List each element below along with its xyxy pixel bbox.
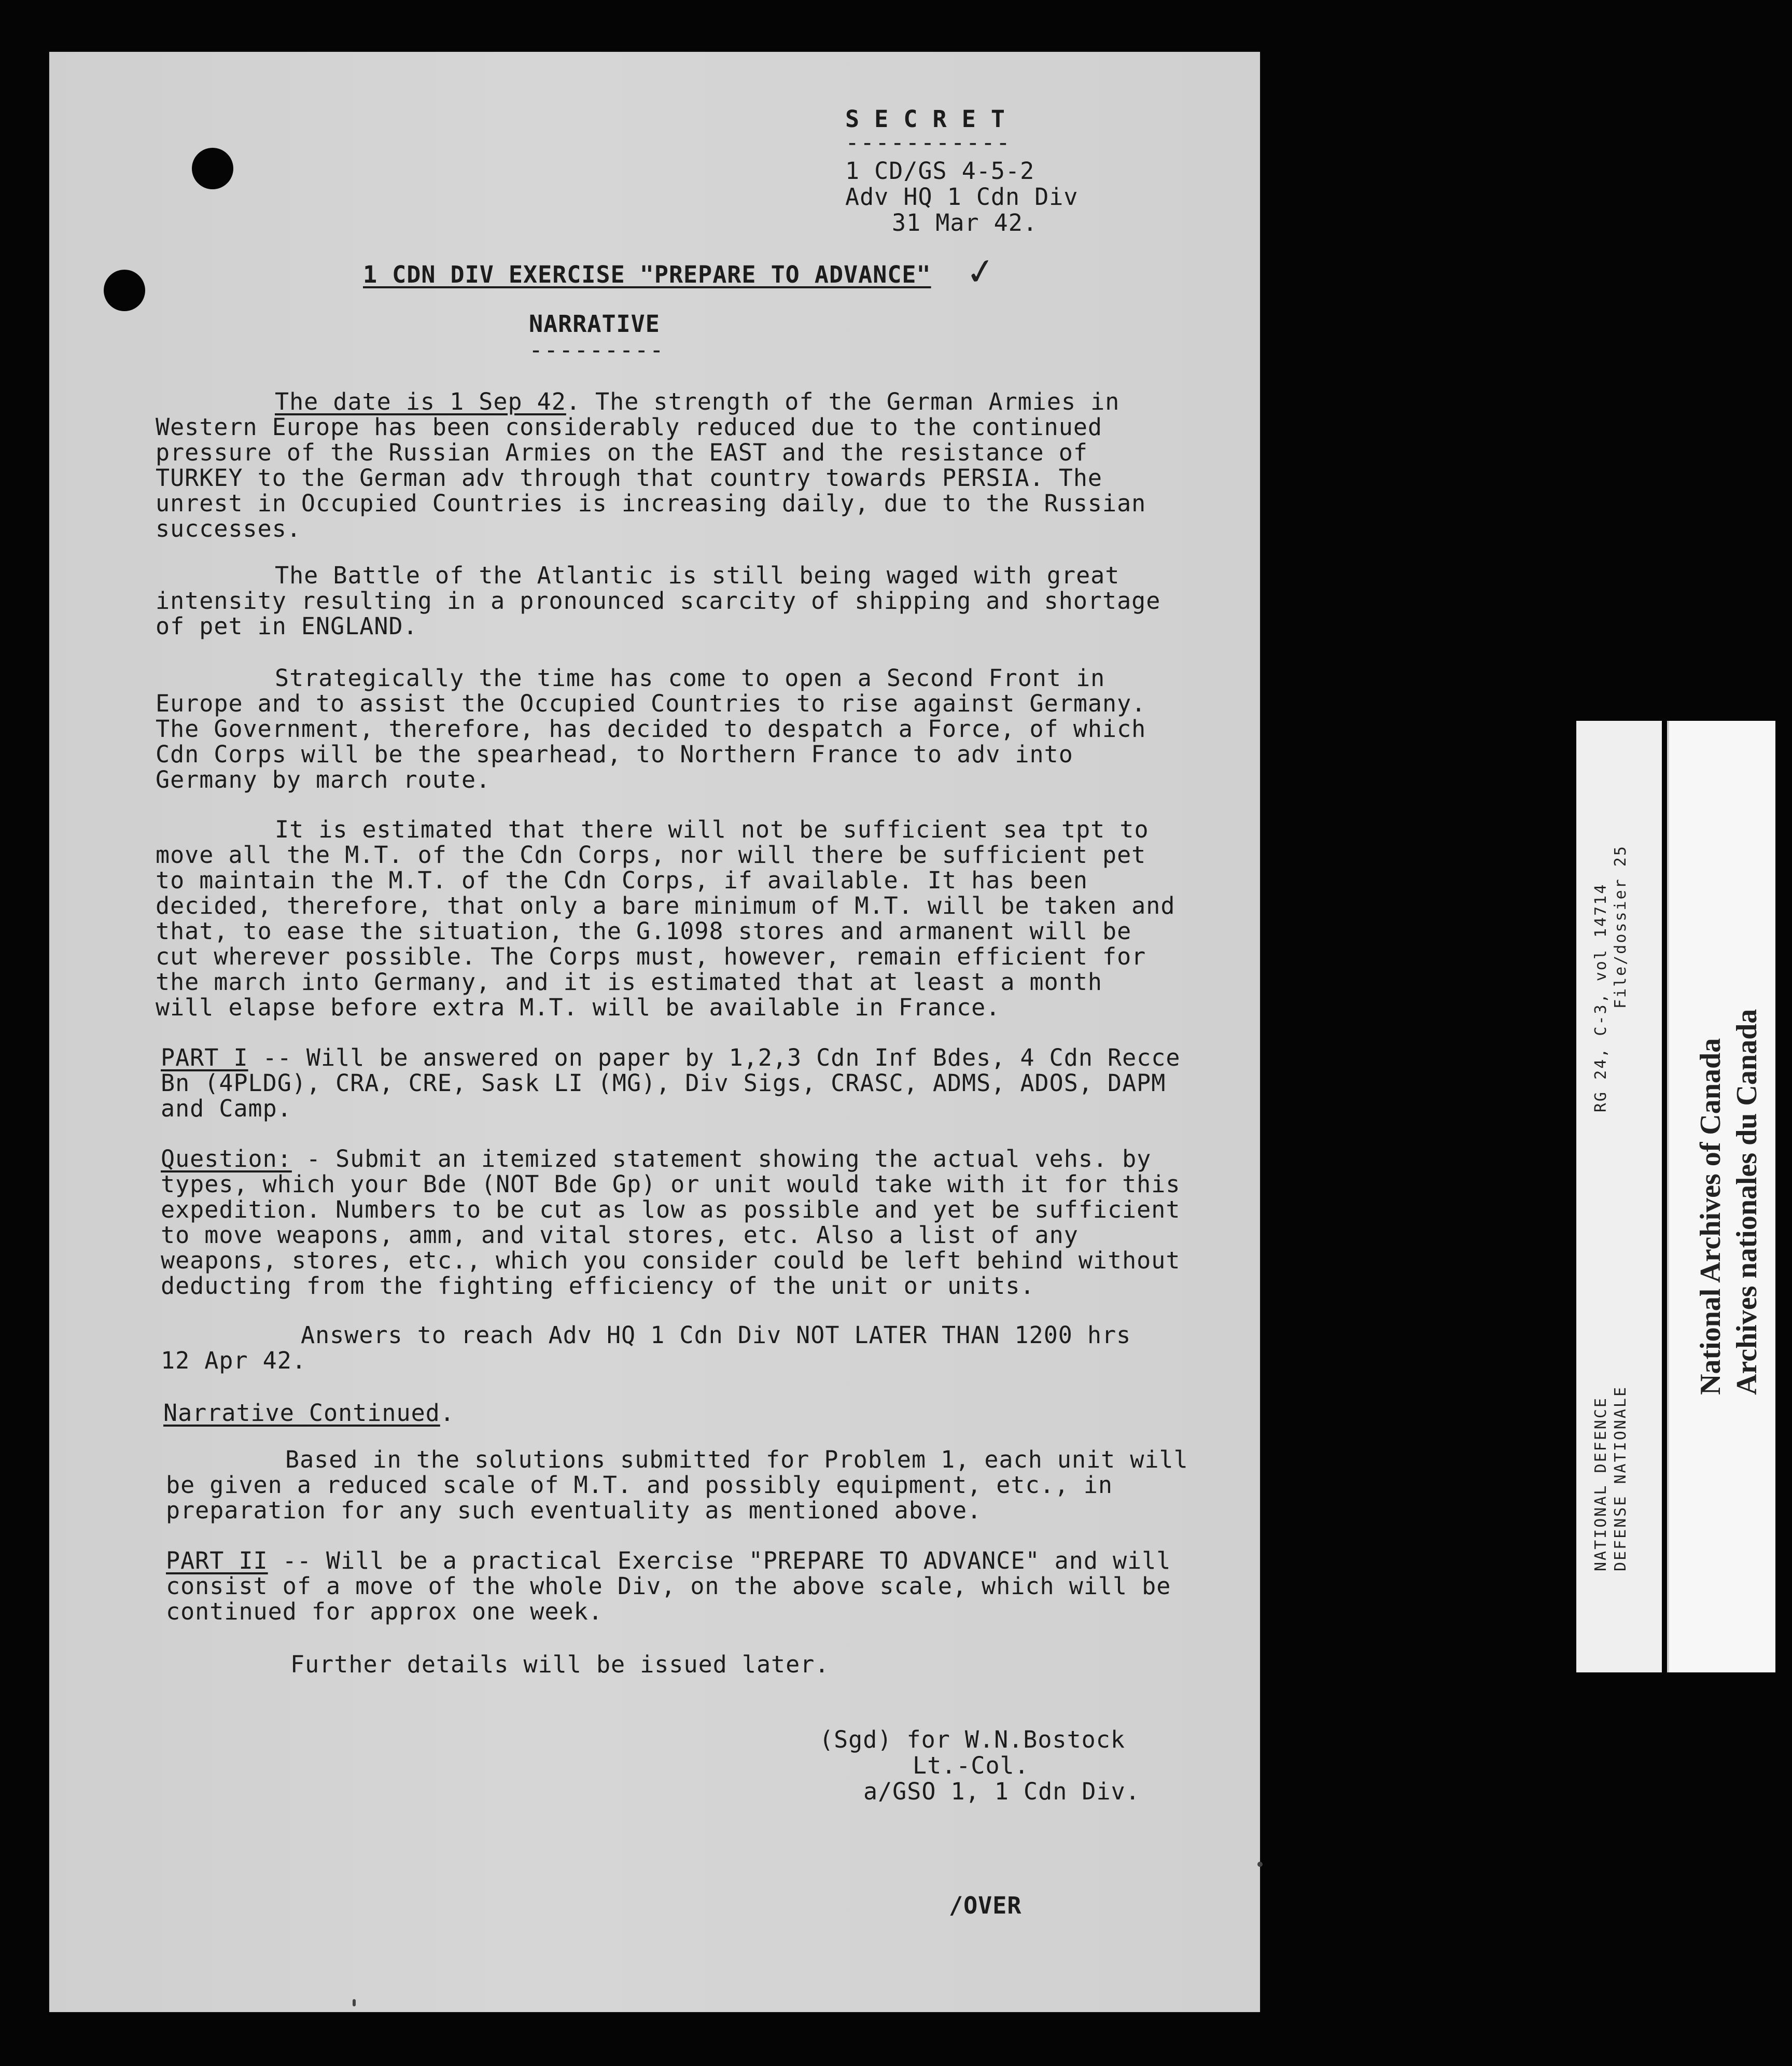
archive-department-fr: DEFENSE NATIONALE: [1612, 1385, 1630, 1571]
part-one-label: PART I: [161, 1044, 248, 1071]
origin-line: Adv HQ 1 Cdn Div: [845, 183, 1079, 211]
classification-marking: S E C R E T: [845, 105, 1006, 133]
question-section: [161, 1146, 1353, 1299]
further-details: Further details will be issued later.: [290, 1651, 830, 1678]
question-label: Question:: [161, 1145, 292, 1172]
paragraph-transport: It is estimated that there will not be sufficient sea tpt to move all the M.T. of the Cdn Corps, nor will there be sufficient pet to maintain the M.T. of the Cdn Corps, if available. It has been decided, therefore, that only a bare minimum of M.T. will be taken and that, to ease the situation, the G.1098 stores and armanent will be cut wherever possible. The Corps must, however, remain efficient for the march into Germany, and it is estimated that at least a month will elapse before extra M.T. will be available in France.: [156, 816, 1175, 1021]
paragraph-date-situation: [156, 389, 1348, 541]
punch-hole-top: [192, 148, 233, 189]
date-lead: The date is 1 Sep 42: [275, 388, 566, 415]
answers-deadline: Answers to reach Adv HQ 1 Cdn Div NOT LATER THAN 1200 hrs 12 Apr 42.: [161, 1321, 1131, 1374]
archive-department-en: NATIONAL DEFENCE: [1592, 1397, 1610, 1571]
archives-name-en: National Archives of Canada: [1695, 1038, 1727, 1395]
over-marker: /OVER: [949, 1892, 1022, 1919]
archive-file-label: [1576, 721, 1662, 1672]
part-two: [166, 1548, 1359, 1624]
question-text: - Submit an itemized statement showing the actual vehs. by types, which your Bde (NOT Bde Gp) or unit would take with it for this expedition. Numbers to be cut as low as possible and yet be sufficient to move weapons, amm, and vital stores, etc. Also a list of any weapons, stores, etc., which you consider could be left behind without deducting from the fighting efficiency of the unit or units.: [161, 1145, 1181, 1300]
signature-appointment: a/GSO 1, 1 Cdn Div.: [863, 1778, 1140, 1805]
paper-speck: [353, 1999, 356, 2006]
part-two-label: PART II: [166, 1547, 268, 1574]
checkmark-icon: ✓: [962, 248, 999, 295]
archives-canada-label: [1667, 721, 1775, 1672]
paragraph-second-front: Strategically the time has come to open a Second Front in Europe and to assist the Occupied Countries to rise against Germany. The Government, therefore, has decided to despatch a Force, of which Cdn Corps will be the spearhead, to Northern France to adv into Germany by march route.: [156, 664, 1146, 793]
part-one-text: -- Will be answered on paper by 1,2,3 Cdn Inf Bdes, 4 Cdn Recce Bn (4PLDG), CRA, CRE, Sask LI (MG), Div Sigs, CRASC, ADMS, ADOS, DAPM and Camp.: [161, 1044, 1181, 1122]
part-one: [161, 1045, 1353, 1121]
archive-file-dossier: File/dossier 25: [1612, 845, 1630, 1009]
archive-record-group: RG 24, C-3, vol 14714: [1592, 883, 1610, 1112]
narrative-continued-label: Narrative Continued: [163, 1399, 440, 1427]
document-date: 31 Mar 42.: [892, 209, 1038, 236]
narrative-continued-suffix: .: [440, 1399, 455, 1427]
signature-line: (Sgd) for W.N.Bostock: [819, 1726, 1125, 1753]
signature-rank: Lt.-Col.: [913, 1752, 1029, 1779]
narrative-heading: NARRATIVE: [529, 310, 660, 338]
narrative-continued-heading: [163, 1400, 1356, 1426]
part-two-text: -- Will be a practical Exercise "PREPARE TO ADVANCE" and will consist of a move of the whole Div, on the above scale, which will be continued for approx one week.: [166, 1547, 1171, 1625]
classification-rule: -----------: [845, 129, 1012, 156]
file-reference: 1 CD/GS 4-5-2: [845, 157, 1035, 185]
paragraph-atlantic: The Battle of the Atlantic is still being waged with great intensity resulting in a pronounced scarcity of shipping and shortage of pet in ENGLAND.: [156, 562, 1161, 640]
paper-speck: [1257, 1862, 1263, 1867]
archives-name-fr: Archives nationales du Canada: [1731, 1009, 1763, 1395]
narrative-rule: ---------: [529, 336, 665, 364]
exercise-title: 1 CDN DIV EXERCISE "PREPARE TO ADVANCE": [363, 261, 931, 288]
paragraph-1-text: . The strength of the German Armies in Western Europe has been considerably reduced due to the continued pressure of the Russian Armies on the EAST and the resistance of TURKEY to the German adv through that country towards PERSIA. The unrest in Occupied Countries is increasing daily, due to the Russian successes.: [156, 388, 1146, 542]
punch-hole-bottom: [104, 270, 145, 311]
paragraph-reduced-scale: Based in the solutions submitted for Problem 1, each unit will be given a reduced scale of M.T. and possibly equipment, etc., in preparation for any such eventuality as mentioned above.: [166, 1446, 1188, 1524]
